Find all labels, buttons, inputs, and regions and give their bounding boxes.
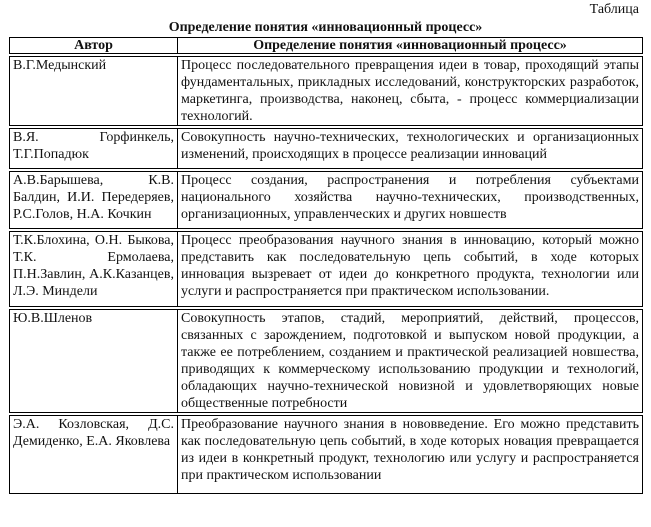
author-cell: Т.К.Блохина, О.Н. Быкова, Т.К. Ермолаева, П.Н.Завлин, А.К.Казанцев, Л.Э. Миндели bbox=[10, 230, 178, 308]
author-cell: В.Я. Горфинкель, Т.Г.Попадюк bbox=[10, 127, 178, 170]
definition-cell: Совокупность этапов, стадий, мероприятий, действий, процессов, связанных с зарождением, подготовкой и выпуском новой продукции, а также ее потреблением, созданием и практической реализацией новшества, приводящих к коммерческому использованию продукции и технологий, обладающих научно-технической новизной и удовлетворяющих новые общественные потребности bbox=[178, 308, 643, 414]
table-caption-label: Таблица bbox=[589, 2, 639, 17]
column-header-definition: Определение понятия «инновационный процесс» bbox=[178, 38, 643, 56]
table-title: Определение понятия «инновационный процесс» bbox=[168, 20, 483, 35]
column-header-author: Автор bbox=[10, 38, 178, 56]
definition-cell: Процесс преобразования научного знания в инновацию, который можно представить как последовательную цепь событий, в ходе которых инновация вызревает от идеи до конкретного продукта, технологии или услуги и распространяется при практическом использовании. bbox=[178, 230, 643, 308]
table-header-row bbox=[10, 38, 643, 56]
table-row bbox=[10, 308, 643, 414]
definition-cell: Процесс создания, распространения и потребления субъектами национального хозяйства научно-технических, производственных, организационных, управленческих и других новшеств bbox=[178, 170, 643, 230]
definition-cell: Совокупность научно-технических, технологических и организационных изменений, происходящих в процессе реализации инноваций bbox=[178, 127, 643, 170]
table-row bbox=[10, 170, 643, 230]
definitions-table bbox=[9, 37, 643, 494]
table-row bbox=[10, 414, 643, 494]
definition-cell: Процесс последовательного превращения идеи в товар, проходящий этапы фундаментальных, прикладных исследований, конструкторских разработок, маркетинга, производства, наконец, сбыта, - процесс коммерциализации технологий. bbox=[178, 55, 643, 127]
table-row bbox=[10, 55, 643, 127]
author-cell: А.В.Барышева, К.В. Балдин, И.И. Передеряев, Р.С.Голов, Н.А. Кочкин bbox=[10, 170, 178, 230]
table-row bbox=[10, 230, 643, 308]
author-cell: В.Г.Медынский bbox=[10, 55, 178, 127]
definition-cell: Преобразование научного знания в нововведение. Его можно представить как последовательную цепь событий, в ходе которых новация превращается из идеи в конкретный продукт, технологию или услугу и распространяется при практическом использовании bbox=[178, 414, 643, 494]
table-row bbox=[10, 127, 643, 170]
author-cell: Ю.В.Шленов bbox=[10, 308, 178, 414]
author-cell: Э.А. Козловская, Д.С. Демиденко, Е.А. Яковлева bbox=[10, 414, 178, 494]
